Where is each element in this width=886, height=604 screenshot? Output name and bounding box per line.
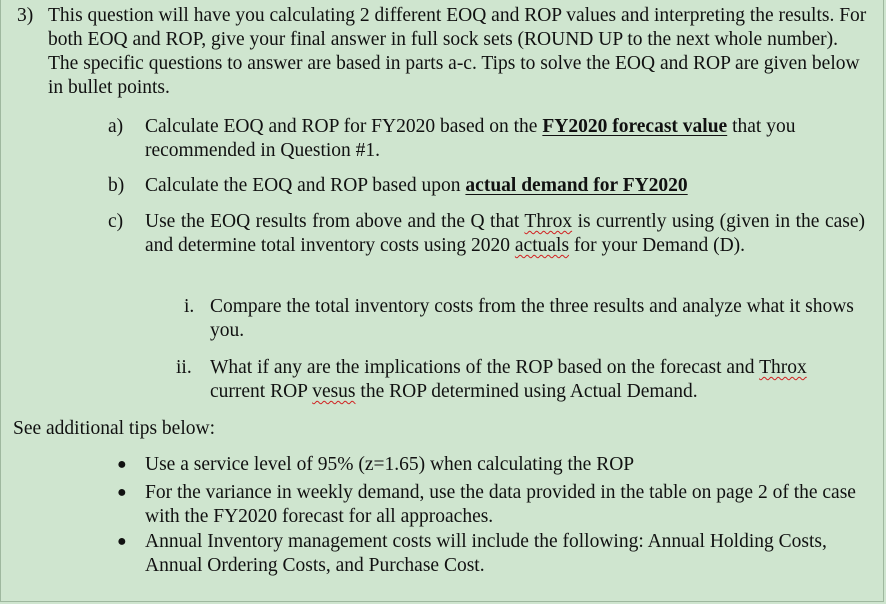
part-ii-text — [210, 356, 860, 404]
tip-item: For the variance in weekly demand, use the data provided in the table on page 2 of the case with the FY2020 forecast for all approaches. — [145, 482, 856, 527]
part-a-label: a) — [108, 116, 124, 137]
tip-item: Annual Inventory management costs will include the following: Annual Holding Costs, Annual Ordering Costs, and Purchase Cost. — [145, 531, 827, 576]
part-c-label: c) — [108, 211, 124, 232]
tip-item: Use a service level of 95% (z=1.65) when calculating the ROP — [145, 454, 635, 475]
part-a-text-after: that you recommended in Question #1. — [145, 116, 796, 161]
part-ii-text-1: What if any are the implications of the ROP based on the forecast and — [210, 357, 760, 378]
part-ii-label: ii. — [176, 357, 192, 378]
part-ii-text-2: current ROP — [210, 381, 313, 402]
tips-heading: See additional tips below: — [13, 418, 216, 439]
part-b-text-before: Calculate the EOQ and ROP based upon — [145, 175, 466, 196]
part-b-text — [145, 174, 865, 198]
part-ii-text-3: the ROP determined using Actual Demand. — [355, 381, 698, 402]
question-number: 3) — [17, 5, 34, 26]
part-c-text — [145, 210, 865, 258]
bullet-icon: ● — [117, 456, 127, 473]
part-ii-throx: Throx — [759, 357, 807, 378]
part-a-emphasis: FY2020 forecast value — [542, 116, 728, 137]
part-c-text-3: for your Demand (D). — [569, 235, 746, 256]
bullet-icon: ● — [117, 484, 127, 501]
part-c-text-2: is currently using (given in the case) and determine total inventory costs using 2020 — [145, 211, 865, 256]
part-i-label: i. — [184, 296, 195, 317]
part-c-actuals: actuals — [514, 235, 570, 256]
part-c-throx: Throx — [524, 211, 573, 232]
part-a-text — [145, 115, 865, 163]
part-b-label: b) — [108, 175, 125, 196]
part-b-emphasis: actual demand for FY2020 — [465, 175, 688, 196]
part-c-text-1: Use the EOQ results from above and the Q that — [145, 211, 525, 232]
part-ii-vesus: vesus — [312, 381, 356, 402]
part-a-text-before: Calculate EOQ and ROP for FY2020 based on the — [145, 116, 543, 137]
question-intro: This question will have you calculating 2 different EOQ and ROP values and interpreting the results. For both EOQ and ROP, give your final answer in full sock sets (ROUND UP to the next whole number). The specific questions to answer are based in parts a-c. Tips to solve the EOQ and ROP are given below in bullet points. — [48, 5, 867, 98]
part-i-text: Compare the total inventory costs from the three results and analyze what it shows you. — [210, 296, 854, 341]
bullet-icon: ● — [117, 533, 127, 550]
